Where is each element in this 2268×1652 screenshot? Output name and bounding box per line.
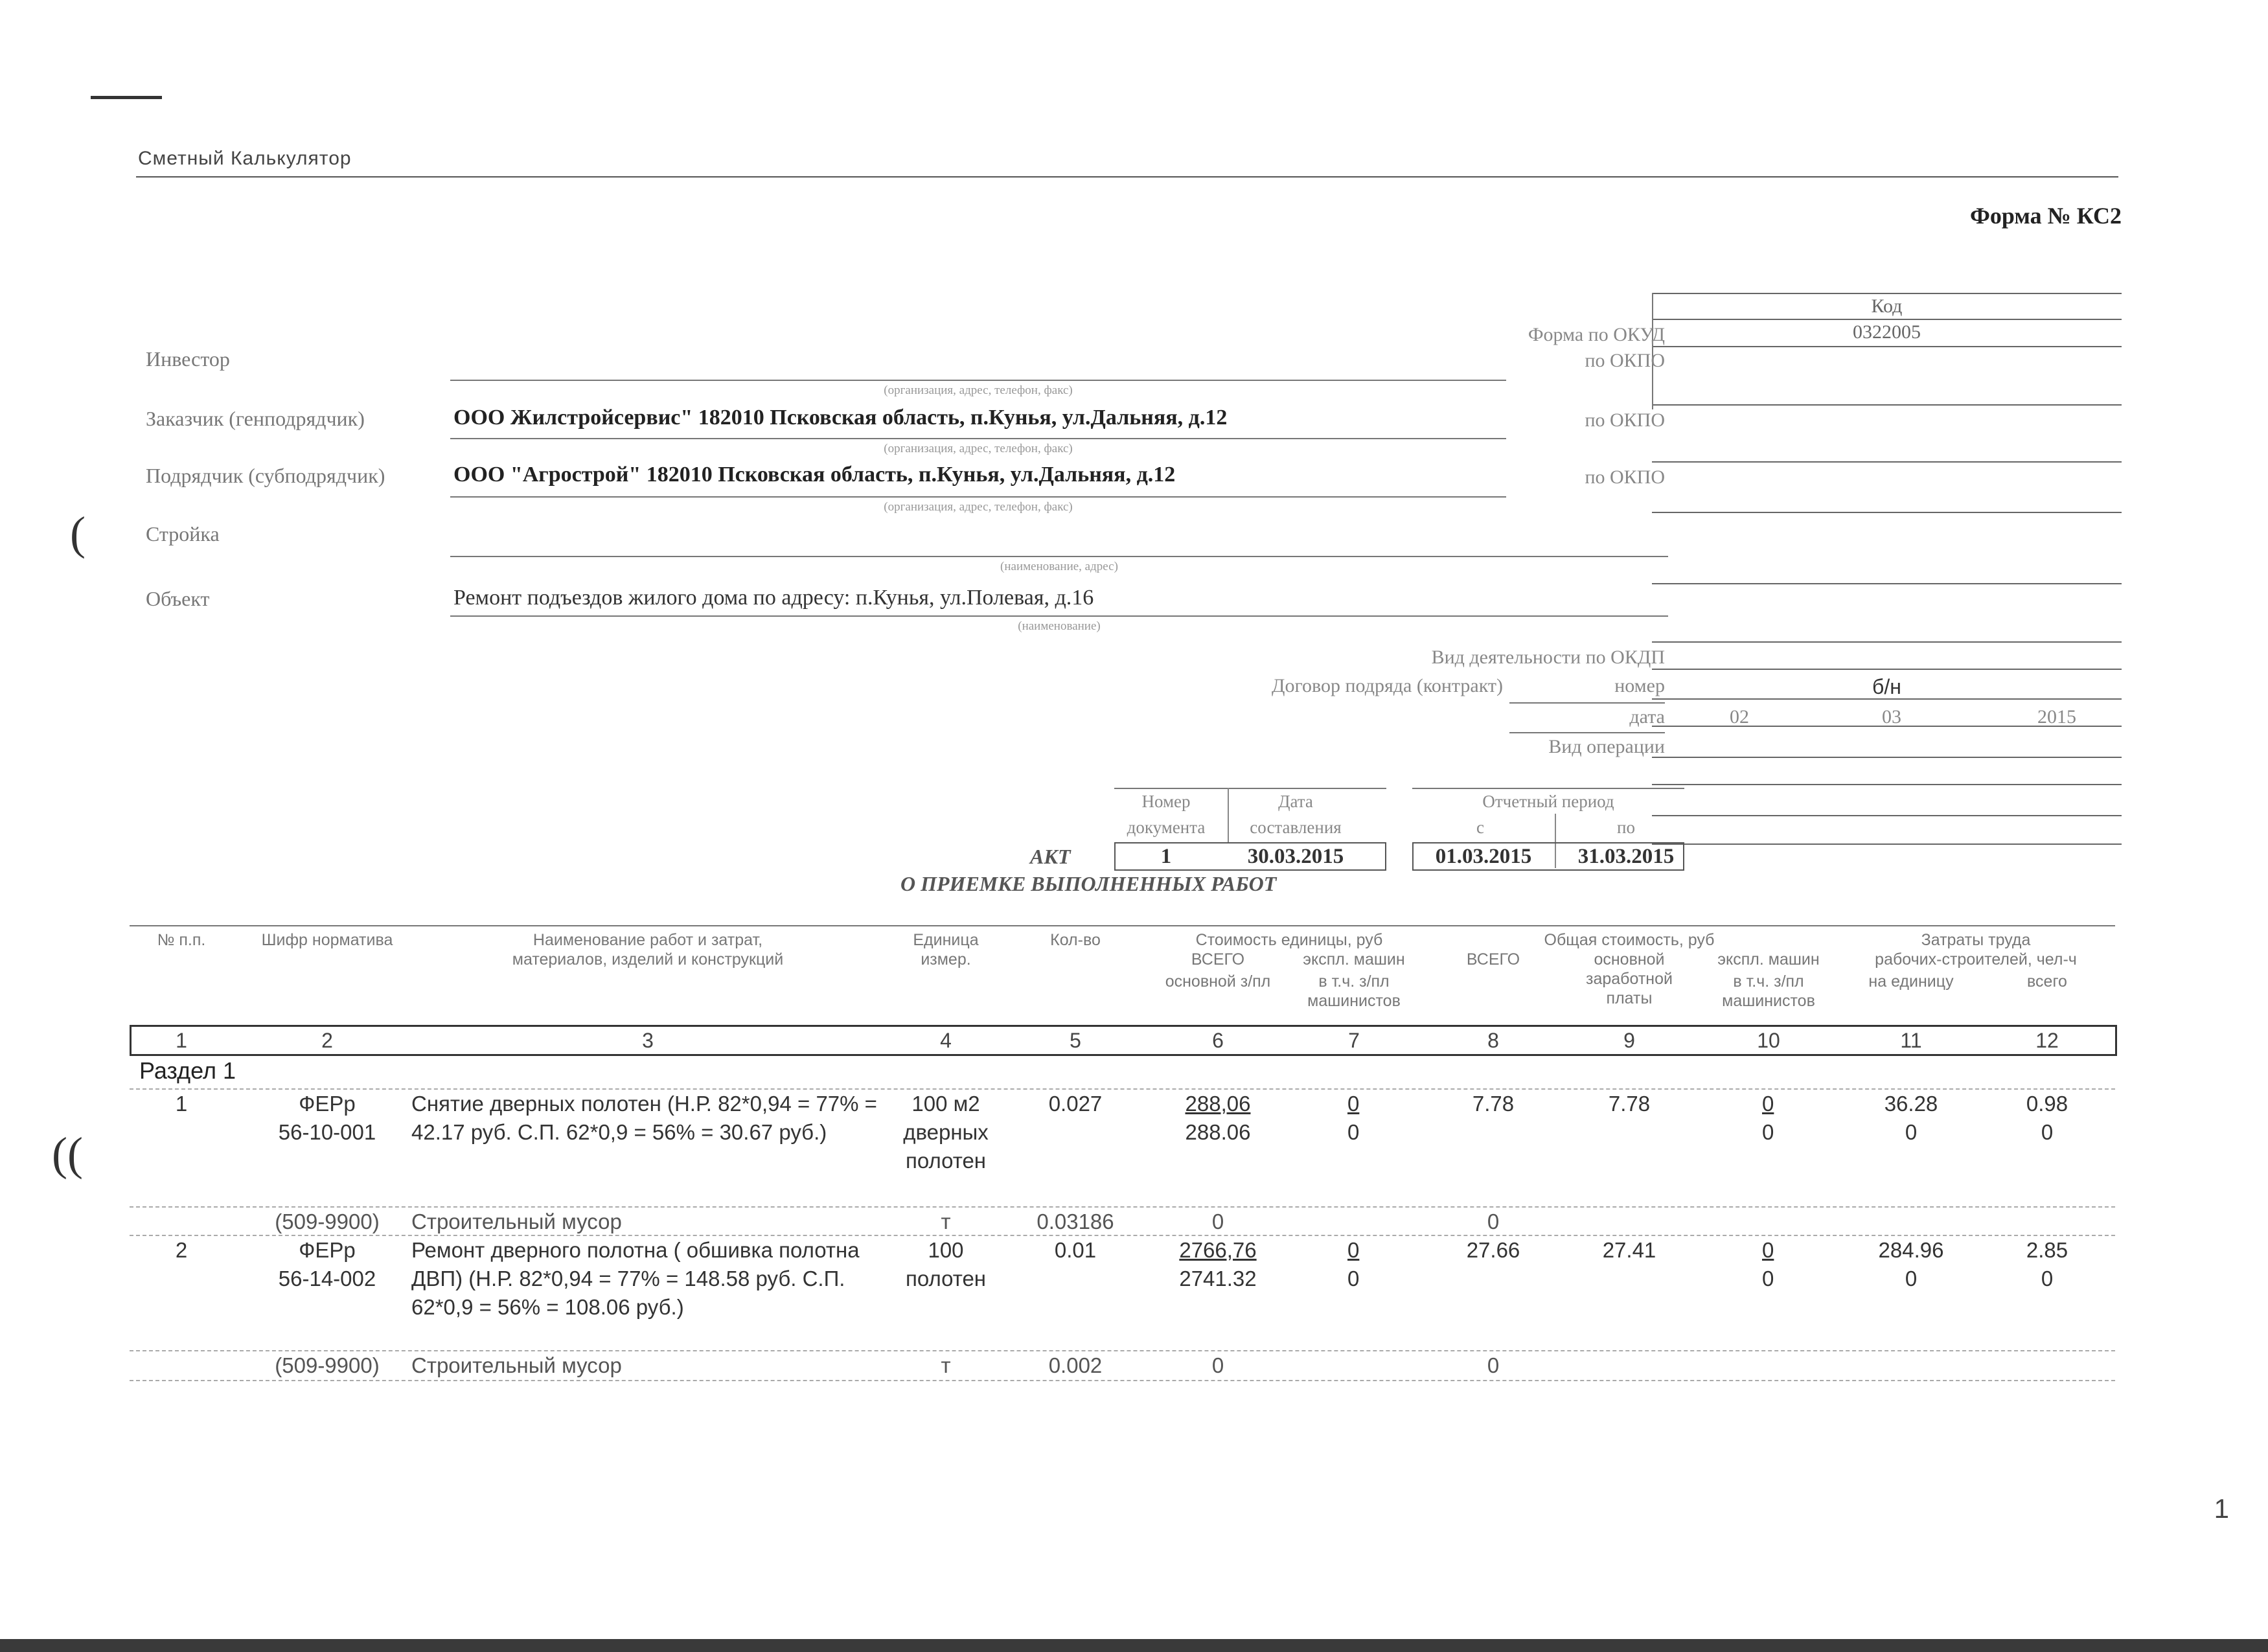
margin-bracket-icon: ( [70, 507, 86, 559]
row2-unit: 100 полотен [905, 1238, 987, 1291]
doc-date-label-1: Дата [1278, 792, 1313, 811]
object-line [450, 615, 1668, 617]
col-num-4: 4 [940, 1029, 952, 1052]
th-labor: Затраты труда [1921, 931, 2031, 949]
contract-label: Договор подряда (контракт) [1272, 675, 1503, 696]
contract-year: 2015 [2037, 706, 2076, 728]
object-label: Объект [146, 587, 210, 610]
row1-c12b: 0 [2041, 1120, 2054, 1144]
act-subtitle: О ПРИЕМКЕ ВЫПОЛНЕННЫХ РАБОТ [900, 872, 1277, 895]
row1-num: 1 [175, 1092, 188, 1116]
okpo-label-1: по ОКПО [1585, 350, 1665, 371]
th-num: № п.п. [157, 931, 206, 949]
contract-number-value: б/н [1872, 675, 1901, 698]
okpo-label-2: по ОКПО [1585, 409, 1665, 431]
contractor-caption: (организация, адрес, телефон, факс) [884, 500, 1073, 514]
customer-value: ООО Жилстройсервис" 182010 Псковская область, п.Кунья, ул.Дальняя, д.12 [453, 406, 1228, 430]
row2-name: Ремонт дверного полотна ( обшивка полотна ДВП) (Н.Р. 82*0,94 = 77% = 148.58 руб. С.П. 62*0,9 = 56% = 108.06 руб.) [411, 1238, 860, 1319]
row2m-name: Строительный мусор [411, 1353, 622, 1377]
th-unit-machines: экспл. машин [1303, 950, 1405, 969]
period-label: Отчетный период [1482, 792, 1614, 811]
row2m-unit: т [941, 1353, 951, 1377]
row2-code-1: ФЕРр [299, 1238, 356, 1262]
th-total-all: ВСЕГО [1466, 950, 1520, 969]
okpo-label-3: по ОКПО [1585, 466, 1665, 488]
col-num-12: 12 [2035, 1029, 2059, 1052]
scan-edge [0, 1639, 2268, 1652]
th-total-basic-wage: основной заработной платы [1586, 950, 1673, 1007]
th-labor-2: рабочих-строителей, чел-ч [1875, 950, 2077, 969]
row2-c11b: 0 [1905, 1267, 1918, 1291]
th-labor-total: всего [2027, 972, 2067, 991]
th-unit-cost: Стоимость единицы, руб [1195, 931, 1383, 949]
row1-name: Снятие дверных полотен (Н.Р. 82*0,94 = 77% = 42.17 руб. С.П. 62*0,9 = 56% = 30.67 руб.) [411, 1092, 877, 1144]
site-line [450, 556, 1668, 557]
th-unit-machine-wage: в т.ч. з/пл машинистов [1307, 972, 1401, 1010]
activity-label: Вид деятельности по ОКДП [1431, 647, 1665, 668]
col-num-8: 8 [1487, 1029, 1499, 1052]
site-caption: (наименование, адрес) [1000, 560, 1118, 573]
form-number: Форма № КС2 [1969, 203, 2122, 229]
object-caption: (наименование) [1018, 619, 1101, 633]
investor-label: Инвестор [146, 347, 230, 371]
table-top-line [130, 925, 2115, 926]
row2m-c6: 0 [1211, 1353, 1224, 1377]
row2-c9: 27.41 [1602, 1238, 1656, 1262]
row1m-c8: 0 [1487, 1210, 1500, 1233]
row1-qty: 0.027 [1048, 1092, 1103, 1116]
row1-c11b: 0 [1905, 1120, 1918, 1144]
act-label: АКТ [1030, 845, 1071, 868]
period-to-label: по [1617, 818, 1635, 837]
row1-c7a: 0 [1347, 1092, 1360, 1116]
col-num-7: 7 [1348, 1029, 1360, 1052]
doc-number: 1 [1160, 845, 1172, 868]
col-num-1: 1 [176, 1029, 187, 1052]
row1m-code: (509-9900) [275, 1210, 380, 1233]
row1-unit: 100 м2 дверных полотен [903, 1092, 989, 1173]
doc-date-label-2: составления [1250, 818, 1342, 837]
row1-code-2: 56-10-001 [278, 1120, 376, 1144]
doc-date: 30.03.2015 [1247, 845, 1344, 868]
row1-c9: 7.78 [1608, 1092, 1651, 1116]
row2-num: 2 [175, 1238, 188, 1262]
row1m-c6: 0 [1211, 1210, 1224, 1233]
row1-c10b: 0 [1762, 1120, 1774, 1144]
row1-c8: 7.78 [1472, 1092, 1515, 1116]
contractor-line [450, 496, 1506, 498]
row1-c7b: 0 [1347, 1120, 1360, 1144]
page-number: 1 [2214, 1493, 2229, 1524]
investor-line [450, 380, 1506, 381]
th-name-1: Наименование работ и затрат, [533, 931, 763, 949]
section-title: Раздел 1 [139, 1057, 236, 1084]
app-name: Сметный Калькулятор [138, 148, 352, 169]
row1-c12a: 0.98 [2026, 1092, 2068, 1116]
row2-c7b: 0 [1347, 1267, 1360, 1291]
doc-no-label-1: Номер [1141, 792, 1191, 811]
col-num-6: 6 [1212, 1029, 1224, 1052]
row1m-qty: 0.03186 [1037, 1210, 1114, 1233]
customer-line [450, 438, 1506, 439]
row2-c7a: 0 [1347, 1238, 1360, 1262]
col-num-9: 9 [1623, 1029, 1635, 1052]
period-from-label: с [1476, 818, 1484, 837]
row2-c12b: 0 [2041, 1267, 2054, 1291]
row1-c11a: 36.28 [1884, 1092, 1938, 1116]
doc-no-label-2: документа [1127, 818, 1206, 837]
margin-bracket-icon-2: (( [52, 1128, 83, 1180]
row2m-qty: 0.002 [1048, 1353, 1103, 1377]
row2-c12a: 2.85 [2026, 1238, 2068, 1262]
th-unit-basic-wage: основной з/пл [1165, 972, 1271, 991]
th-per-unit: на единицу [1868, 972, 1954, 991]
col-num-5: 5 [1070, 1029, 1081, 1052]
th-total-cost: Общая стоимость, руб [1544, 931, 1715, 949]
site-label: Стройка [146, 522, 220, 545]
th-qty: Кол-во [1050, 931, 1101, 949]
row1-c6a: 288,06 [1185, 1092, 1251, 1116]
decorative-dash [91, 96, 162, 99]
customer-label: Заказчик (генподрядчик) [146, 407, 365, 430]
period-from: 01.03.2015 [1435, 845, 1532, 868]
row1m-unit: т [941, 1210, 951, 1233]
th-name-2: материалов, изделий и конструкций [512, 950, 784, 969]
col-num-11: 11 [1900, 1029, 1922, 1052]
contract-number-label: номер [1614, 675, 1665, 696]
investor-caption: (организация, адрес, телефон, факс) [884, 384, 1073, 397]
header-divider [136, 176, 2118, 178]
row2-qty: 0.01 [1054, 1238, 1097, 1262]
row1-c6b: 288.06 [1185, 1120, 1251, 1144]
row2m-code: (509-9900) [275, 1353, 380, 1377]
row2-c11a: 284.96 [1878, 1238, 1944, 1262]
col-num-3: 3 [642, 1029, 654, 1052]
object-value: Ремонт подъездов жилого дома по адресу: п.Кунья, ул.Полевая, д.16 [453, 586, 1094, 610]
th-total-machines: экспл. машин [1717, 950, 1820, 969]
row2-c10a: 0 [1762, 1238, 1774, 1262]
col-num-2: 2 [321, 1029, 333, 1052]
row1m-name: Строительный мусор [411, 1210, 622, 1233]
row2-code-2: 56-14-002 [278, 1267, 376, 1291]
contractor-value: ООО "Агрострой" 182010 Псковская область, п.Кунья, ул.Дальняя, д.12 [453, 463, 1176, 487]
row1-code-1: ФЕРр [299, 1092, 356, 1116]
th-unit-1: Единица [913, 931, 979, 949]
operation-label: Вид операции [1548, 736, 1665, 757]
contract-date-label: дата [1629, 706, 1665, 728]
th-unit-all: ВСЕГО [1191, 950, 1245, 969]
okud-value: 0322005 [1853, 321, 1921, 343]
th-unit-2: измер. [921, 950, 971, 969]
okud-label: Форма по ОКУД [1528, 324, 1665, 345]
customer-caption: (организация, адрес, телефон, факс) [884, 442, 1073, 455]
row2-c6a: 2766,76 [1179, 1238, 1257, 1262]
th-code: Шифр норматива [261, 931, 393, 949]
row2-c10b: 0 [1762, 1267, 1774, 1291]
period-to: 31.03.2015 [1577, 845, 1675, 868]
row2-c6b: 2741.32 [1179, 1267, 1257, 1291]
th-total-machine-wage: в т.ч. з/пл машинистов [1722, 972, 1815, 1010]
row1-c10a: 0 [1762, 1092, 1774, 1116]
codes-title: Код [1871, 295, 1903, 317]
contractor-label: Подрядчик (субподрядчик) [146, 464, 385, 487]
contract-month: 03 [1882, 706, 1901, 728]
row2m-c8: 0 [1487, 1353, 1500, 1377]
contract-day: 02 [1730, 706, 1749, 728]
col-num-10: 10 [1757, 1029, 1780, 1052]
row2-c8: 27.66 [1466, 1238, 1520, 1262]
